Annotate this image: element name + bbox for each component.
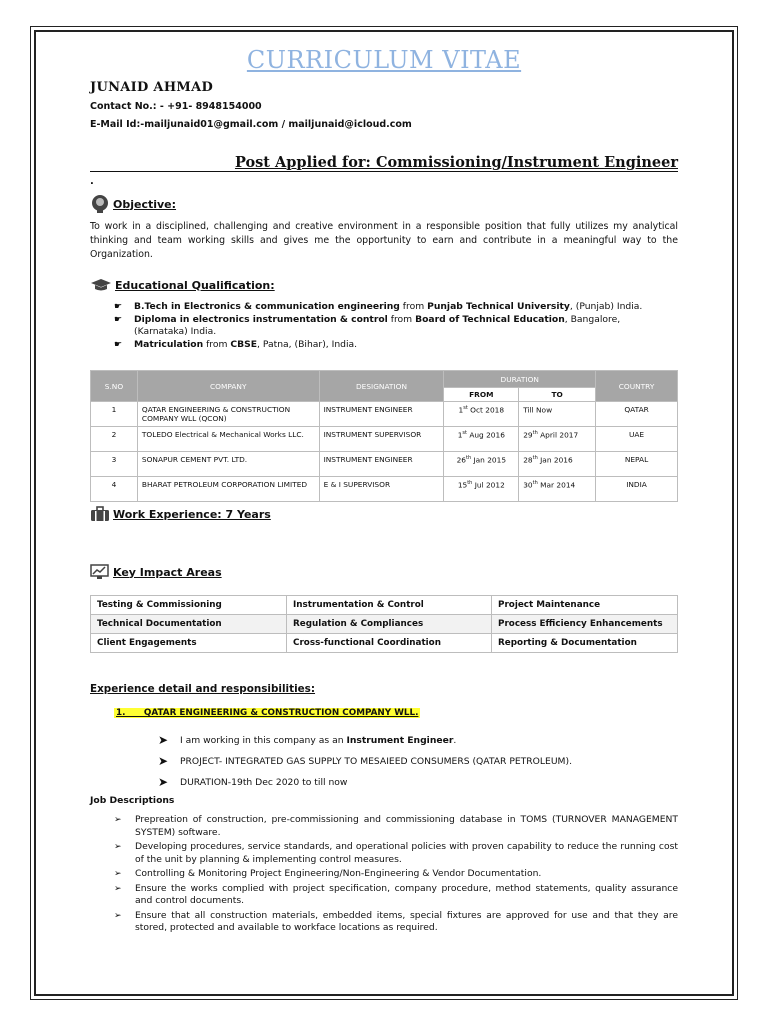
education-item: ☛ B.Tech in Electronics & communication engineering from Punjab Technical University, (Punjab) India. [114, 301, 643, 312]
chart-monitor-icon [90, 564, 110, 580]
list-item: ➢ Ensure the works complied with project specification, company procedure, method statements, quality assurance and control documents. [114, 882, 678, 906]
work-experience-heading [90, 506, 271, 522]
col-duration: DURATION [444, 371, 596, 388]
post-dot: . [90, 176, 94, 187]
table-row: Technical Documentation Regulation & Compliances Process Efficiency Enhancements [91, 615, 678, 634]
pointing-hand-icon: ☛ [114, 315, 123, 325]
graduation-cap-icon [90, 278, 112, 292]
list-item: ➢ Prepreation of construction, pre-commissioning and commissioning database in TOMS (TURNOVER MANAGEMENT SYSTEM) software. [114, 814, 678, 838]
col-designation: DESIGNATION [319, 371, 444, 402]
list-item: ➤ PROJECT- INTEGRATED GAS SUPPLY TO MESAIEED CONSUMERS (QATAR PETROLEUM). [158, 751, 572, 772]
education-item: ☛ Diploma in electronics instrumentation & control from Board of Technical Education, Bangalore, (Karnataka) India. [114, 314, 621, 337]
contact-number: Contact No.: - +91- 8948154000 [90, 101, 262, 112]
briefcase-icon [90, 506, 110, 522]
arrow-bullet-icon: ➢ [114, 883, 122, 894]
objective-text: To work in a disciplined, challenging and creative environment in a responsible position that fully utilizes my analytical thinking and team working skills and gives me the opportunity to earn and contribute in a meaningful way to the Organization. [90, 221, 678, 260]
candidate-name: JUNAID AHMAD [90, 80, 214, 95]
table-row: Client Engagements Cross-functional Coordination Reporting & Documentation [91, 634, 678, 653]
col-from: FROM [444, 388, 519, 402]
key-impact-heading [90, 564, 222, 580]
list-item: ➤ I am working in this company as an Instrument Engineer. [158, 730, 572, 751]
education-list [114, 301, 674, 352]
col-country: COUNTRY [596, 371, 678, 402]
arrow-bullet-icon: ➤ [158, 775, 169, 789]
list-item: ➤ DURATION-19th Dec 2020 to till now [158, 772, 572, 793]
table-row: 3 SONAPUR CEMENT PVT. LTD. INSTRUMENT ENGINEER 26th Jan 2015 28th Jan 2016 NEPAL [91, 452, 678, 477]
col-company: COMPANY [137, 371, 319, 402]
list-item: ➢ Ensure that all construction materials, embedded items, special fixtures are approved for use and that they are stored, protected and available to workface locations as required. [114, 909, 678, 933]
table-row: Testing & Commissioning Instrumentation & Control Project Maintenance [91, 596, 678, 615]
job-descriptions-list [114, 814, 678, 937]
experience-company: 1. QATAR ENGINEERING & CONSTRUCTION COMPANY WLL. [116, 708, 419, 718]
arrow-bullet-icon: ➢ [114, 910, 122, 921]
arrow-bullet-icon: ➢ [114, 815, 122, 825]
work-experience-label: Work Experience: 7 Years [113, 507, 271, 521]
experience-heading: Experience detail and responsibilities: [90, 683, 316, 695]
key-impact-label: Key Impact Areas [113, 565, 222, 579]
list-item: ➢ Developing procedures, service standards, and operational policies with proven capability to reduce the running cost of the unit by planning & implementing control measures. [114, 841, 678, 865]
objective-heading-label: Objective: [113, 197, 177, 211]
arrow-bullet-icon: ➢ [114, 842, 122, 852]
arrow-bullet-icon: ➤ [158, 754, 169, 768]
cv-title: CURRICULUM VITAE [246, 46, 522, 74]
experience-points [158, 730, 572, 793]
post-applied: Post Applied for: Commissioning/Instrument Engineer [234, 154, 678, 171]
key-impact-table [90, 595, 678, 653]
job-descriptions-heading: Job Descriptions [90, 795, 175, 806]
objective-heading [90, 194, 176, 214]
table-row: 4 BHARAT PETROLEUM CORPORATION LIMITED E & I SUPERVISOR 15th Jul 2012 30th Mar 2014 INDIA [91, 477, 678, 502]
col-sno: S.NO [91, 371, 138, 402]
list-item: ➢ Controlling & Monitoring Project Engineering/Non-Engineering & Vendor Documentation. [114, 868, 542, 879]
table-row: 1 QATAR ENGINEERING & CONSTRUCTION COMPANY WLL (QCON) INSTRUMENT ENGINEER 1st Oct 2018 Till Now QATAR [91, 402, 678, 427]
post-rule [90, 171, 678, 172]
head-profile-icon [90, 194, 110, 214]
email-address: E-Mail Id:-mailjunaid01@gmail.com / mailjunaid@icloud.com [90, 119, 412, 130]
pointing-hand-icon: ☛ [114, 340, 123, 350]
education-heading-label: Educational Qualification: [115, 278, 275, 292]
arrow-bullet-icon: ➢ [114, 869, 122, 879]
arrow-bullet-icon: ➤ [158, 733, 169, 747]
table-row: 2 TOLEDO Electrical & Mechanical Works LLC. INSTRUMENT SUPERVISOR 1st Aug 2016 29th April 2017 UAE [91, 427, 678, 452]
pointing-hand-icon: ☛ [114, 302, 123, 312]
education-item: ☛ Matriculation from CBSE, Patna, (Bihar), India. [114, 339, 358, 350]
col-to: TO [519, 388, 596, 402]
education-heading [90, 278, 275, 292]
employment-table [90, 370, 678, 502]
